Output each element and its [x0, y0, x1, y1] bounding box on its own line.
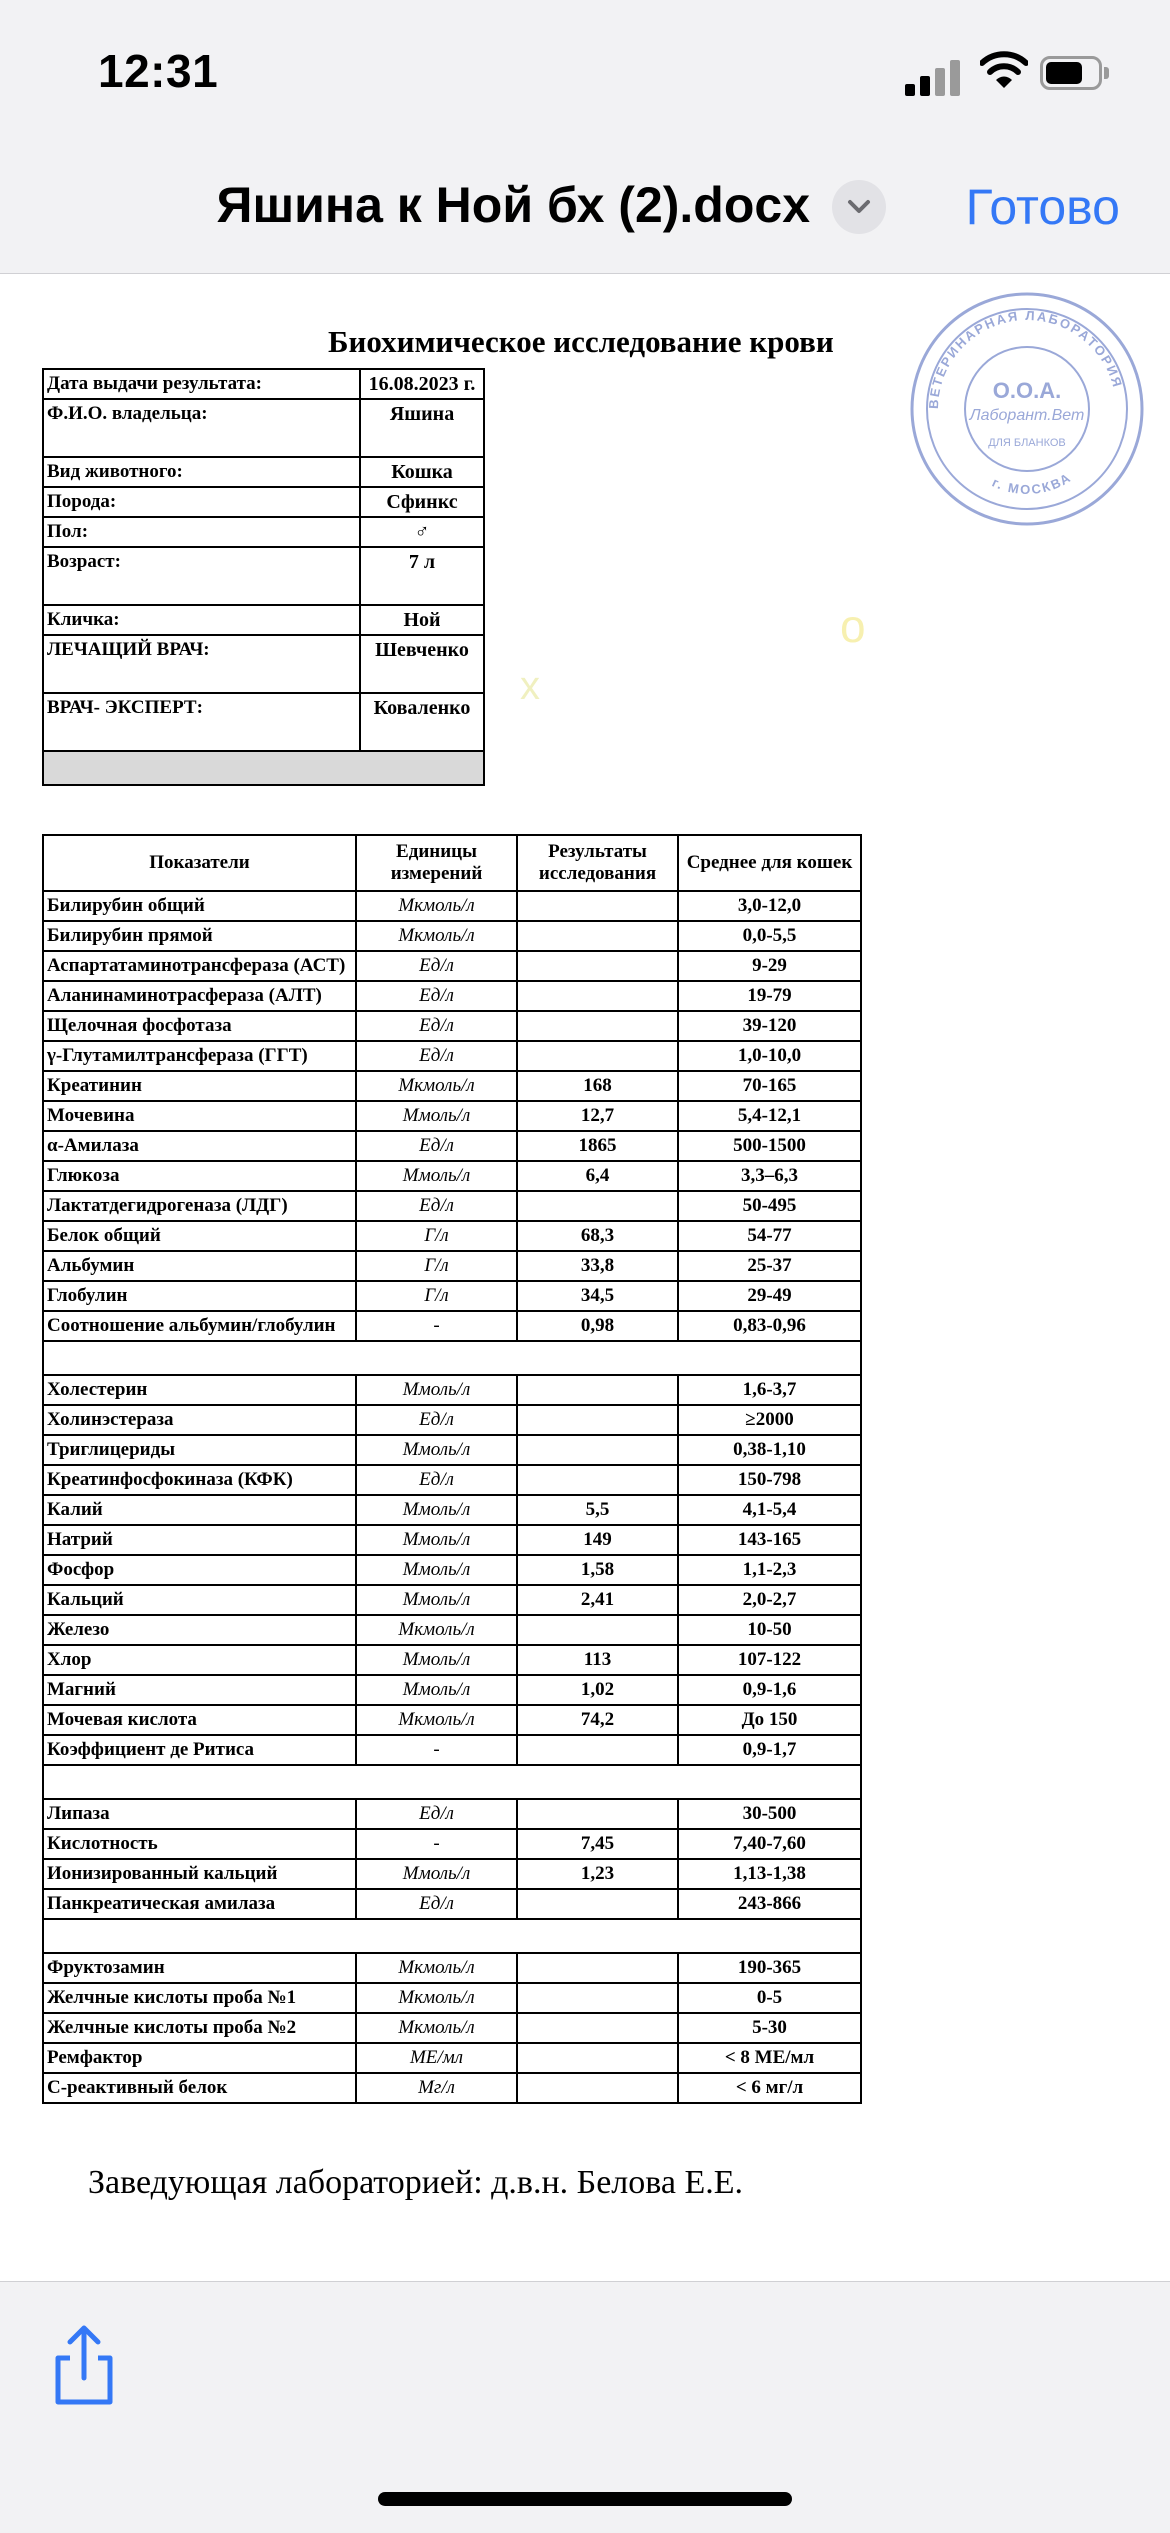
indicator-result: 168 [517, 1071, 678, 1101]
result-row [43, 1281, 861, 1311]
result-row [43, 1011, 861, 1041]
indicator-result [517, 951, 678, 981]
indicator-result: 149 [517, 1525, 678, 1555]
indicator-norm: 10-50 [678, 1615, 861, 1645]
indicator-result [517, 1799, 678, 1829]
result-row [43, 1675, 861, 1705]
indicator-norm: 9-29 [678, 951, 861, 981]
indicator-norm: 1,6-3,7 [678, 1375, 861, 1405]
result-row [43, 2013, 861, 2043]
indicator-unit: Ммоль/л [356, 1555, 517, 1585]
indicator-norm: 0-5 [678, 1983, 861, 2013]
indicator-name: Панкреатическая амилаза [43, 1889, 356, 1919]
info-label: Ф.И.О. владельца: [43, 399, 360, 457]
indicator-result: 74,2 [517, 1705, 678, 1735]
indicator-norm: 5-30 [678, 2013, 861, 2043]
result-row [43, 2043, 861, 2073]
indicator-name: Фосфор [43, 1555, 356, 1585]
indicator-name: Мочевая кислота [43, 1705, 356, 1735]
indicator-result [517, 1983, 678, 2013]
indicator-unit: Ммоль/л [356, 1375, 517, 1405]
indicator-unit: Ед/л [356, 1011, 517, 1041]
indicator-unit: Ед/л [356, 951, 517, 981]
info-label: Пол: [43, 517, 360, 547]
info-row [43, 369, 484, 399]
result-row [43, 1495, 861, 1525]
info-value: Яшина [360, 399, 484, 457]
indicator-norm: 25-37 [678, 1251, 861, 1281]
indicator-norm: 70-165 [678, 1071, 861, 1101]
indicator-name: Фруктозамин [43, 1953, 356, 1983]
indicator-norm: 50-495 [678, 1191, 861, 1221]
indicator-result [517, 1375, 678, 1405]
result-row [43, 1645, 861, 1675]
result-row [43, 1953, 861, 1983]
indicator-norm: 3,3–6,3 [678, 1161, 861, 1191]
indicator-result [517, 2073, 678, 2103]
indicator-unit: Мкмоль/л [356, 891, 517, 921]
indicator-norm: До 150 [678, 1705, 861, 1735]
indicator-result: 33,8 [517, 1251, 678, 1281]
indicator-unit: Ед/л [356, 1465, 517, 1495]
status-time: 12:31 [98, 45, 219, 97]
result-row [43, 2073, 861, 2103]
indicator-name: γ-Глутамилтрансфераза (ГГТ) [43, 1041, 356, 1071]
result-row [43, 981, 861, 1011]
results-table [42, 834, 862, 2104]
header-norm: Среднее для кошек [678, 835, 861, 891]
laboratory-stamp [908, 290, 1146, 528]
patient-info-table [42, 368, 485, 786]
group-separator-row [43, 1919, 861, 1953]
indicator-unit: - [356, 1735, 517, 1765]
indicator-name: Холестерин [43, 1375, 356, 1405]
result-row [43, 1131, 861, 1161]
info-label: ЛЕЧАЩИЙ ВРАЧ: [43, 635, 360, 693]
indicator-result [517, 1953, 678, 1983]
indicator-norm: 1,1-2,3 [678, 1555, 861, 1585]
indicator-unit: Г/л [356, 1281, 517, 1311]
indicator-name: Липаза [43, 1799, 356, 1829]
svg-text:г. МОСКВА [990, 469, 1074, 497]
separator-cell [43, 1919, 861, 1953]
result-row [43, 1071, 861, 1101]
indicator-unit: Мкмоль/л [356, 1615, 517, 1645]
indicator-unit: Ммоль/л [356, 1859, 517, 1889]
indicator-result: 1,58 [517, 1555, 678, 1585]
document-view[interactable] [0, 274, 1170, 2281]
indicator-unit: Ммоль/л [356, 1675, 517, 1705]
result-row [43, 1889, 861, 1919]
indicator-result [517, 2043, 678, 2073]
indicator-name: Кальций [43, 1585, 356, 1615]
indicator-name: Глюкоза [43, 1161, 356, 1191]
result-row [43, 951, 861, 981]
indicator-name: Желчные кислоты проба №1 [43, 1983, 356, 2013]
indicator-unit: Мг/л [356, 2073, 517, 2103]
indicator-name: С-реактивный белок [43, 2073, 356, 2103]
indicator-norm: 3,0-12,0 [678, 891, 861, 921]
indicator-name: Альбумин [43, 1251, 356, 1281]
indicator-norm: 107-122 [678, 1645, 861, 1675]
result-row [43, 1101, 861, 1131]
indicator-result: 7,45 [517, 1829, 678, 1859]
result-row [43, 1705, 861, 1735]
indicator-result: 5,5 [517, 1495, 678, 1525]
results-header-row [43, 835, 861, 891]
indicator-norm: 500-1500 [678, 1131, 861, 1161]
result-row [43, 1435, 861, 1465]
indicator-norm: 7,40-7,60 [678, 1829, 861, 1859]
indicator-name: Желчные кислоты проба №2 [43, 2013, 356, 2043]
info-footer-row [43, 751, 484, 785]
indicator-name: α-Амилаза [43, 1131, 356, 1161]
indicator-name: Щелочная фосфотаза [43, 1011, 356, 1041]
indicator-norm: 0,0-5,5 [678, 921, 861, 951]
indicator-norm: 0,9-1,6 [678, 1675, 861, 1705]
info-value: 7 л [360, 547, 484, 605]
result-row [43, 1251, 861, 1281]
result-row [43, 1585, 861, 1615]
indicator-unit: - [356, 1829, 517, 1859]
indicator-result [517, 981, 678, 1011]
indicator-result [517, 891, 678, 921]
info-value: ♂ [360, 517, 484, 547]
indicator-norm: < 6 мг/л [678, 2073, 861, 2103]
indicator-result [517, 1191, 678, 1221]
done-button[interactable]: Готово [965, 179, 1120, 235]
indicator-result: 68,3 [517, 1221, 678, 1251]
indicator-name: Натрий [43, 1525, 356, 1555]
indicator-unit: Мкмоль/л [356, 1953, 517, 1983]
stamp-note-text: ДЛЯ БЛАНКОВ [988, 437, 1066, 449]
indicator-norm: 0,83-0,96 [678, 1311, 861, 1341]
indicator-unit: Мкмоль/л [356, 1983, 517, 2013]
indicator-unit: Ммоль/л [356, 1645, 517, 1675]
stamp-sub-text: Лаборант.Вет [969, 407, 1085, 424]
faint-mark-x: x [520, 664, 540, 708]
indicator-unit: Ед/л [356, 1041, 517, 1071]
indicator-norm: 30-500 [678, 1799, 861, 1829]
indicator-norm: 0,38-1,10 [678, 1435, 861, 1465]
indicator-unit: Ед/л [356, 1889, 517, 1919]
info-label: Вид животного: [43, 457, 360, 487]
cellular-signal-icon [905, 56, 965, 96]
indicator-unit: Ммоль/л [356, 1495, 517, 1525]
info-value: Коваленко [360, 693, 484, 751]
indicator-unit: Ммоль/л [356, 1435, 517, 1465]
home-indicator[interactable] [378, 2492, 792, 2506]
indicator-name: Глобулин [43, 1281, 356, 1311]
indicator-unit: Ед/л [356, 1799, 517, 1829]
indicator-unit: Г/л [356, 1251, 517, 1281]
header-result: Результаты исследования [517, 835, 678, 891]
indicator-unit: Мкмоль/л [356, 1071, 517, 1101]
wifi-icon [980, 50, 1028, 90]
info-row [43, 399, 484, 457]
indicator-result [517, 1889, 678, 1919]
info-label: Возраст: [43, 547, 360, 605]
indicator-norm: 2,0-2,7 [678, 1585, 861, 1615]
indicator-name: Билирубин прямой [43, 921, 356, 951]
indicator-result: 6,4 [517, 1161, 678, 1191]
indicator-unit: Мкмоль/л [356, 1705, 517, 1735]
info-value: Сфинкс [360, 487, 484, 517]
info-row [43, 635, 484, 693]
indicator-name: Белок общий [43, 1221, 356, 1251]
result-row [43, 1041, 861, 1071]
indicator-result: 0,98 [517, 1311, 678, 1341]
indicator-norm: 0,9-1,7 [678, 1735, 861, 1765]
indicator-name: Билирубин общий [43, 891, 356, 921]
indicator-result [517, 1041, 678, 1071]
indicator-norm: 143-165 [678, 1525, 861, 1555]
indicator-result: 12,7 [517, 1101, 678, 1131]
indicator-name: Ионизированный кальций [43, 1859, 356, 1889]
indicator-norm: 1,0-10,0 [678, 1041, 861, 1071]
indicator-unit: - [356, 1311, 517, 1341]
indicator-unit: Ммоль/л [356, 1585, 517, 1615]
navigation-bar [0, 140, 1170, 274]
info-row [43, 457, 484, 487]
share-icon[interactable] [48, 2324, 120, 2408]
result-row [43, 1859, 861, 1889]
indicator-unit: Ед/л [356, 1405, 517, 1435]
indicator-norm: 150-798 [678, 1465, 861, 1495]
indicator-name: Хлор [43, 1645, 356, 1675]
result-row [43, 1311, 861, 1341]
indicator-name: Ремфактор [43, 2043, 356, 2073]
result-row [43, 1525, 861, 1555]
document-title[interactable]: Яшина к Ной бх (2).docx [216, 177, 810, 233]
result-row [43, 1375, 861, 1405]
result-row [43, 1191, 861, 1221]
stamp-top-text: ВЕТЕРИНАРНАЯ ЛАБОРАТОРИЯ [925, 307, 1126, 410]
status-bar [0, 0, 1170, 140]
info-row [43, 487, 484, 517]
indicator-name: Аспартатаминотрансфераза (АСТ) [43, 951, 356, 981]
faint-mark-o: o [840, 600, 866, 652]
indicator-name: Креатинфосфокиназа (КФК) [43, 1465, 356, 1495]
indicator-norm: 4,1-5,4 [678, 1495, 861, 1525]
indicator-name: Калий [43, 1495, 356, 1525]
info-row [43, 517, 484, 547]
battery-icon [1040, 56, 1110, 90]
indicator-result: 2,41 [517, 1585, 678, 1615]
indicator-result [517, 2013, 678, 2043]
indicator-name: Железо [43, 1615, 356, 1645]
group-separator-row [43, 1341, 861, 1375]
indicator-result: 113 [517, 1645, 678, 1675]
result-row [43, 921, 861, 951]
lab-head-signature: Заведующая лабораторией: д.в.н. Белова Е.Е. [88, 2164, 743, 2201]
indicator-name: Холинэстераза [43, 1405, 356, 1435]
indicator-result: 1,23 [517, 1859, 678, 1889]
result-row [43, 1465, 861, 1495]
report-title: Биохимическое исследование крови [328, 324, 834, 359]
indicator-unit: Ммоль/л [356, 1525, 517, 1555]
result-row [43, 1829, 861, 1859]
header-unit: Единицы измерений [356, 835, 517, 891]
info-value: Кошка [360, 457, 484, 487]
indicator-result [517, 1465, 678, 1495]
indicator-norm: 190-365 [678, 1953, 861, 1983]
indicator-unit: Мкмоль/л [356, 2013, 517, 2043]
info-row [43, 693, 484, 751]
header-name: Показатели [43, 835, 356, 891]
indicator-unit: Ммоль/л [356, 1161, 517, 1191]
indicator-result [517, 921, 678, 951]
info-value: Ной [360, 605, 484, 635]
indicator-result [517, 1011, 678, 1041]
result-row [43, 1735, 861, 1765]
indicator-unit: МЕ/мл [356, 2043, 517, 2073]
indicator-name: Аланинаминотрасфераза (АЛТ) [43, 981, 356, 1011]
result-row [43, 1983, 861, 2013]
info-row [43, 547, 484, 605]
indicator-norm: 243-866 [678, 1889, 861, 1919]
result-row [43, 1161, 861, 1191]
indicator-name: Коэффициент де Ритиса [43, 1735, 356, 1765]
info-label: ВРАЧ- ЭКСПЕРТ: [43, 693, 360, 751]
separator-cell [43, 1765, 861, 1799]
result-row [43, 1555, 861, 1585]
result-row [43, 891, 861, 921]
indicator-unit: Г/л [356, 1221, 517, 1251]
title-menu-button[interactable] [832, 180, 886, 234]
result-row [43, 1405, 861, 1435]
indicator-norm: 5,4-12,1 [678, 1101, 861, 1131]
indicator-unit: Ед/л [356, 981, 517, 1011]
separator-cell [43, 1341, 861, 1375]
info-label: Порода: [43, 487, 360, 517]
indicator-name: Лактатдегидрогеназа (ЛДГ) [43, 1191, 356, 1221]
indicator-name: Креатинин [43, 1071, 356, 1101]
indicator-name: Кислотность [43, 1829, 356, 1859]
result-row [43, 1799, 861, 1829]
info-label: Кличка: [43, 605, 360, 635]
result-row [43, 1221, 861, 1251]
indicator-result: 1865 [517, 1131, 678, 1161]
indicator-unit: Мкмоль/л [356, 921, 517, 951]
info-value: 16.08.2023 г. [360, 369, 484, 399]
indicator-result: 1,02 [517, 1675, 678, 1705]
indicator-name: Соотношение альбумин/глобулин [43, 1311, 356, 1341]
stamp-city-text: г. МОСКВА [989, 469, 1075, 498]
indicator-norm: 19-79 [678, 981, 861, 1011]
stamp-center-text: О.О.А. [992, 378, 1062, 403]
indicator-result [517, 1435, 678, 1465]
indicator-name: Триглицериды [43, 1435, 356, 1465]
indicator-result [517, 1405, 678, 1435]
indicator-norm: 29-49 [678, 1281, 861, 1311]
info-label: Дата выдачи результата: [43, 369, 360, 399]
indicator-result [517, 1615, 678, 1645]
chevron-down-icon [847, 198, 871, 216]
info-footer-cell [43, 751, 484, 785]
indicator-result [517, 1735, 678, 1765]
result-row [43, 1615, 861, 1645]
indicator-unit: Ед/л [356, 1131, 517, 1161]
indicator-unit: Ед/л [356, 1191, 517, 1221]
group-separator-row [43, 1765, 861, 1799]
indicator-norm: < 8 МЕ/мл [678, 2043, 861, 2073]
indicator-unit: Ммоль/л [356, 1101, 517, 1131]
info-value: Шевченко [360, 635, 484, 693]
indicator-name: Магний [43, 1675, 356, 1705]
indicator-norm: 1,13-1,38 [678, 1859, 861, 1889]
indicator-result: 34,5 [517, 1281, 678, 1311]
indicator-norm: 54-77 [678, 1221, 861, 1251]
indicator-norm: ≥2000 [678, 1405, 861, 1435]
indicator-name: Мочевина [43, 1101, 356, 1131]
info-row [43, 605, 484, 635]
indicator-norm: 39-120 [678, 1011, 861, 1041]
